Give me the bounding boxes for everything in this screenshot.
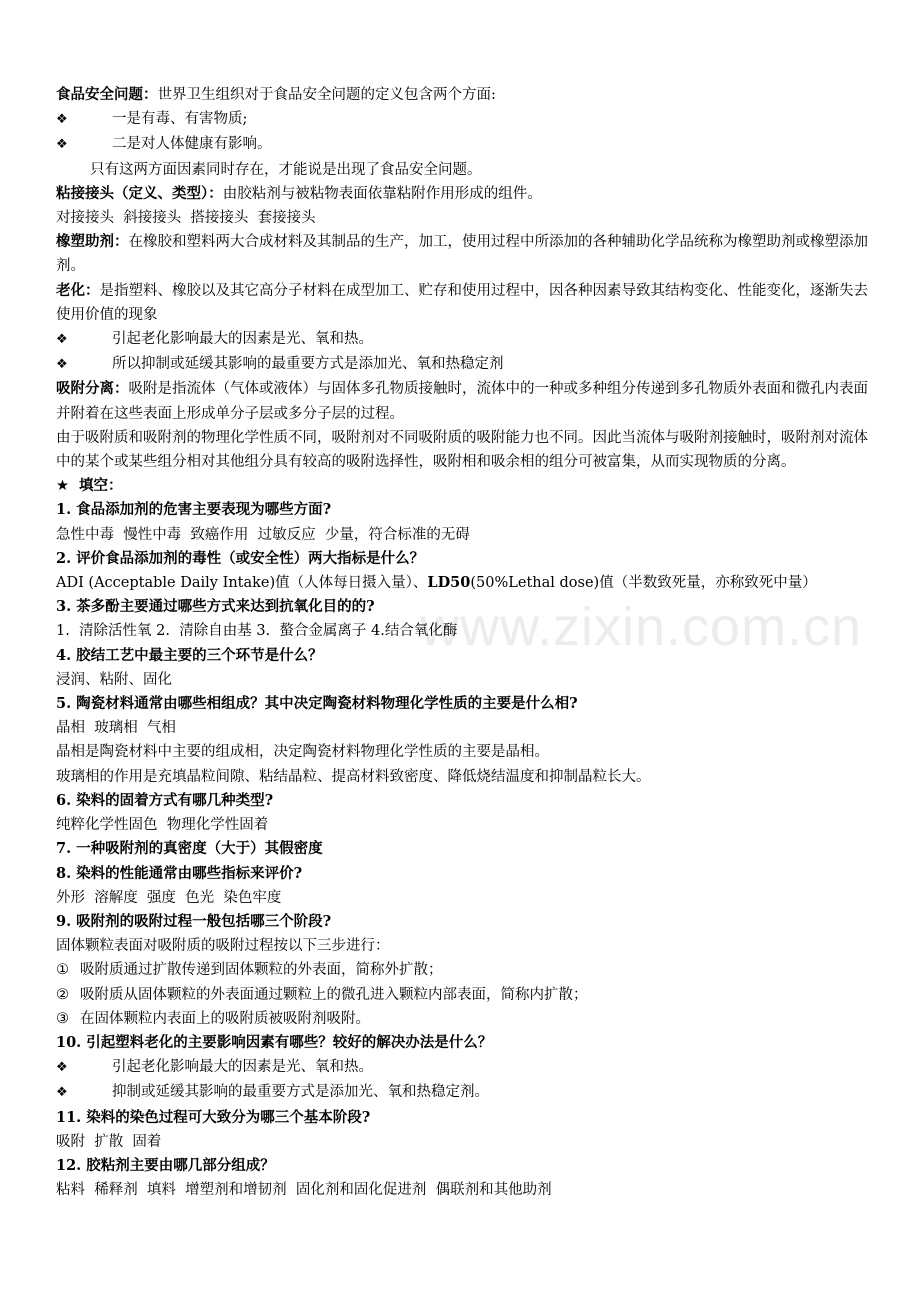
circled-number: ② <box>56 986 69 1003</box>
answer-9-intro: 固体颗粒表面对吸附质的吸附过程按以下三步进行： <box>56 938 390 955</box>
answer-text: ADI (Acceptable Daily Intake)值（人体每日摄入量）、 <box>56 575 428 592</box>
term-label: 吸附分离： <box>56 380 129 398</box>
answer-5b: 晶相是陶瓷材料中主要的组成相，决定陶瓷材料物理化学性质的主要是晶相。 <box>56 744 549 761</box>
answer-3: 1. 清除活性氧 2. 清除自由基 3. 螯合金属离子 4.结合氧化酶 <box>56 623 458 640</box>
question-6: 6. 染料的固着方式有哪几种类型? <box>56 791 274 809</box>
term-label: 老化： <box>56 281 100 299</box>
aging-definition <box>56 279 868 327</box>
answer-9-step <box>56 983 868 1007</box>
answer-11: 吸附 扩散 固着 <box>56 1133 162 1150</box>
adsorption-paragraph: 由于吸附质和吸附剂的物理化学性质不同，吸附剂对不同吸附质的吸附能力也不同。因此当流体与吸附剂接触时，吸附剂对流体中的某个或某些组分相对其他组分具有较高的吸附选择性，吸附相和吸余相的组分可被富集，从而实现物质的分离。 <box>56 429 868 471</box>
food-safety-conclusion: 只有这两方面因素同时存在，才能说是出现了食品安全问题。 <box>90 161 482 178</box>
answer-9-step <box>56 1007 868 1031</box>
circled-number: ③ <box>56 1010 69 1027</box>
fill-blank-heading <box>56 474 868 498</box>
list-item <box>56 132 868 157</box>
question-1: 1. 食品添加剂的危害主要表现为哪些方面? <box>56 501 332 519</box>
fill-blank-title: 填空： <box>79 477 123 495</box>
question-3: 3. 茶多酚主要通过哪些方式来达到抗氧化目的的? <box>56 598 375 616</box>
question-7: 7. 一种吸附剂的真密度（大于）其假密度 <box>56 840 323 858</box>
watermark: www.zixin.com.cn <box>420 597 863 657</box>
diamond-bullet-icon: ❖ <box>56 332 68 348</box>
answer-8: 外形 溶解度 强度 色光 染色牢度 <box>56 889 282 906</box>
definition-text: 是指塑料、橡胶以及其它高分子材料在成型加工、贮存和使用过程中，因各种因素导致其结构变化、性能变化，逐渐失去使用价值的现象 <box>56 282 868 323</box>
diamond-bullet-icon: ❖ <box>56 357 68 373</box>
diamond-bullet-icon: ❖ <box>56 1060 68 1076</box>
list-item <box>56 352 868 377</box>
answer-2 <box>56 571 868 595</box>
answer-12: 粘料 稀释剂 填料 增塑剂和增韧剂 固化剂和固化促进剂 偶联剂和其他助剂 <box>56 1182 552 1199</box>
question-2: 2. 评价食品添加剂的毒性（或安全性）两大指标是什么？ <box>56 549 425 567</box>
rubber-plastic-aids-definition <box>56 230 868 278</box>
bonded-joint-definition <box>56 182 868 206</box>
list-item-text: 引起老化影响最大的因素是光、氧和热。 <box>112 331 373 348</box>
answer-9-step <box>56 958 868 982</box>
question-4: 4. 胶结工艺中最主要的三个环节是什么？ <box>56 646 323 664</box>
question-5: 5. 陶瓷材料通常由哪些相组成？其中决定陶瓷材料物理化学性质的主要是什么相? <box>56 695 578 713</box>
list-item-text: 二是对人体健康有影响。 <box>112 136 272 153</box>
list-item <box>56 327 868 352</box>
definition-text: 吸附是指流体（气体或液体）与固体多孔物质接触时，流体中的一种或多种组分传递到多孔物质外表面和微孔内表面并附着在这些表面上形成单分子层或多分子层的过程。 <box>56 381 868 422</box>
document-body <box>56 83 868 1202</box>
list-item-text: 所以抑制或延缓其影响的最重要方式是添加光、氧和热稳定剂 <box>112 356 504 373</box>
answer-4: 浸润、粘附、固化 <box>56 671 172 688</box>
definition-text: 在橡胶和塑料两大合成材料及其制品的生产，加工，使用过程中所添加的各种辅助化学品统称为橡塑助剂或橡塑添加剂。 <box>56 234 868 275</box>
definition-text: 世界卫生组织对于食品安全问题的定义包含两个方面: <box>157 87 496 103</box>
step-text: 吸附质通过扩散传递到固体颗粒的外表面，简称外扩散； <box>80 962 443 979</box>
bonded-joint-types: 对接接头 斜接接头 搭接接头 套接接头 <box>56 210 316 227</box>
question-8: 8. 染料的性能通常由哪些指标来评价? <box>56 864 303 882</box>
definition-text: 由胶粘剂与被粘物表面依靠粘附作用形成的组件。 <box>222 185 542 202</box>
list-item-text: 一是有毒、有害物质; <box>112 111 248 128</box>
term-label: 橡塑助剂： <box>56 233 129 251</box>
list-item-text: 引起老化影响最大的因素是光、氧和热。 <box>112 1059 373 1076</box>
question-10: 10. 引起塑料老化的主要影响因素有哪些？较好的解决办法是什么？ <box>56 1033 493 1051</box>
answer-5a: 晶相 玻璃相 气相 <box>56 720 176 737</box>
answer-text: (50%Lethal dose)值（半数致死量，亦称致死中量） <box>470 575 817 592</box>
term-label: 粘接接头（定义、类型）： <box>56 184 223 202</box>
question-12: 12. 胶粘剂主要由哪几部分组成？ <box>56 1156 275 1174</box>
question-9: 9. 吸附剂的吸附过程一般包括哪三个阶段? <box>56 912 332 930</box>
answer-1: 急性中毒 慢性中毒 致癌作用 过敏反应 少量，符合标准的无碍 <box>56 526 470 543</box>
diamond-bullet-icon: ❖ <box>56 1085 68 1101</box>
star-icon: ★ <box>56 478 69 495</box>
list-item-text: 抑制或延缓其影响的最重要方式是添加光、氧和热稳定剂。 <box>112 1084 489 1101</box>
food-safety-definition <box>56 83 868 107</box>
answer-5c: 玻璃相的作用是充填晶粒间隙、粘结晶粒、提高材料致密度、降低烧结温度和抑制晶粒长大。 <box>56 768 651 785</box>
answer-text-bold: LD50 <box>427 574 471 592</box>
adsorption-definition <box>56 377 868 425</box>
question-11: 11. 染料的染色过程可大致分为哪三个基本阶段? <box>56 1108 371 1126</box>
step-text: 吸附质从固体颗粒的外表面通过颗粒上的微孔进入颗粒内部表面，简称内扩散； <box>80 986 588 1003</box>
step-text: 在固体颗粒内表面上的吸附质被吸附剂吸附。 <box>80 1010 370 1027</box>
circled-number: ① <box>56 962 69 979</box>
term-label: 食品安全问题： <box>56 86 158 103</box>
list-item <box>56 1080 868 1105</box>
list-item <box>56 1055 868 1080</box>
answer-6: 纯粹化学性固色 物理化学性固着 <box>56 817 269 834</box>
diamond-bullet-icon: ❖ <box>56 112 68 128</box>
diamond-bullet-icon: ❖ <box>56 137 68 153</box>
list-item <box>56 107 868 132</box>
